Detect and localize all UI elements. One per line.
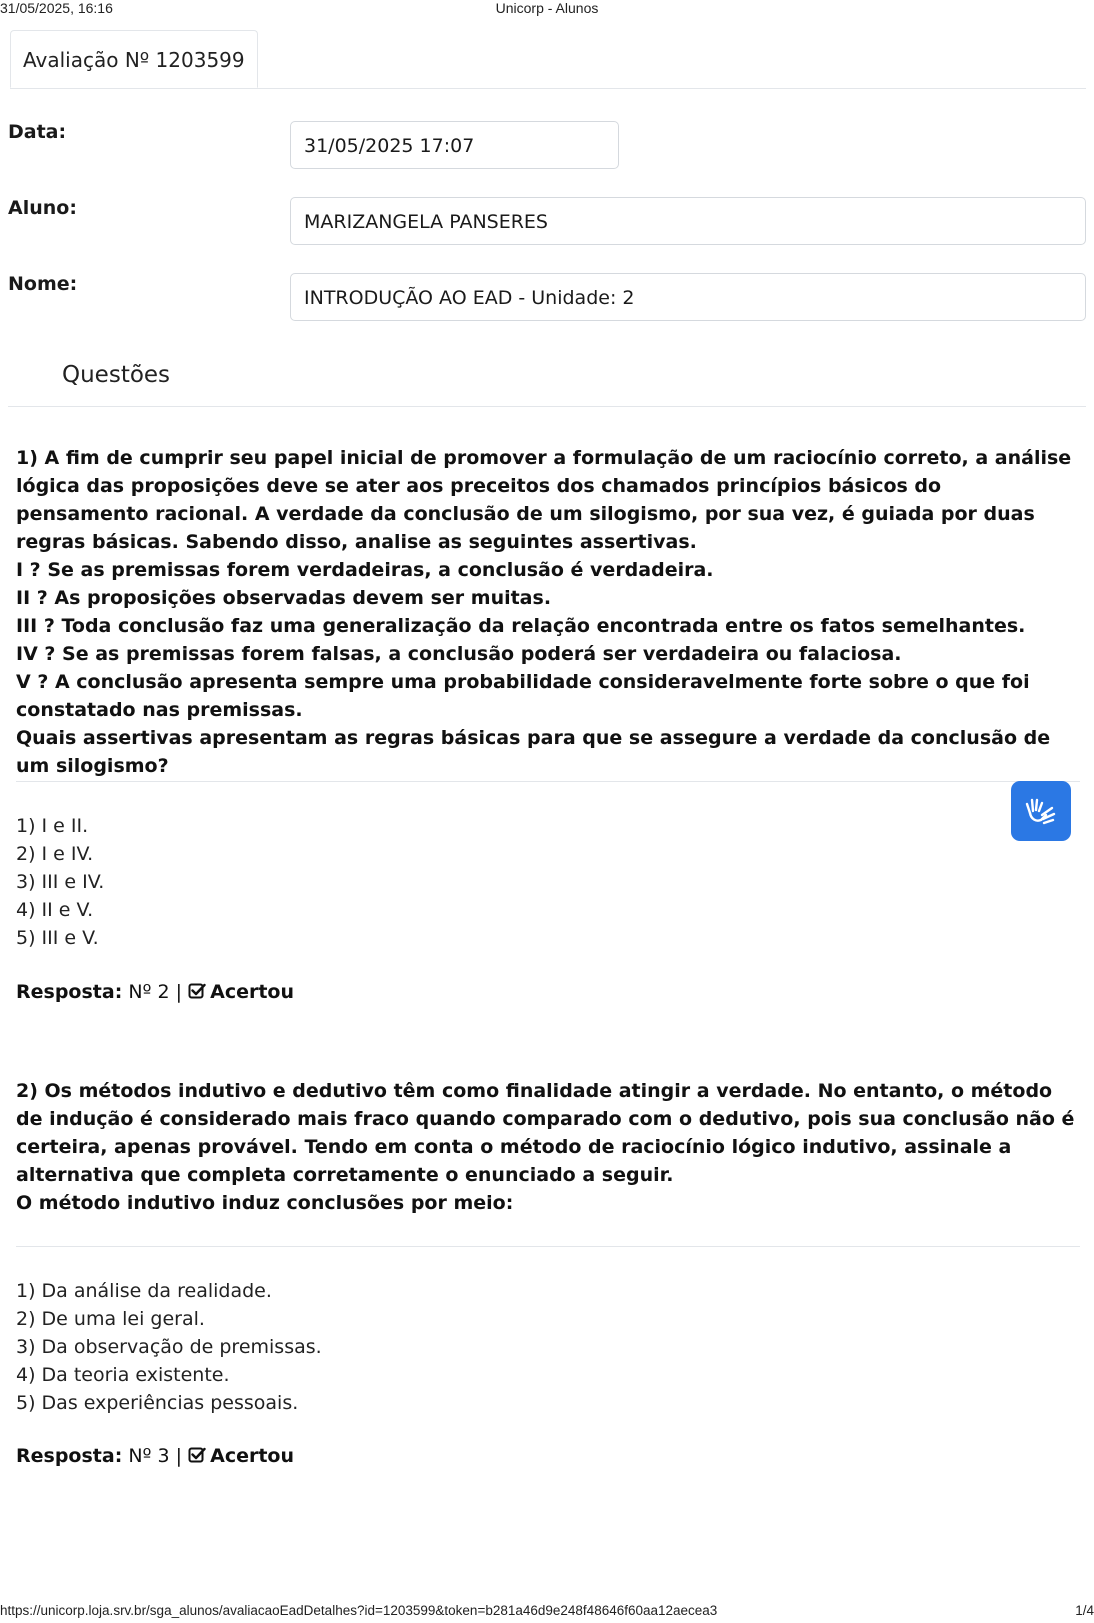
accessibility-button[interactable]: [1011, 781, 1071, 841]
data-field[interactable]: 31/05/2025 17:07: [290, 121, 619, 169]
page-number: 1/4: [1075, 1603, 1094, 1618]
answer-value: Nº 2 |: [128, 981, 183, 1003]
check-square-icon: [188, 982, 206, 1000]
print-header: [0, 0, 1094, 18]
question-2: [16, 1077, 1080, 1217]
question-1-answer: [16, 981, 294, 1003]
tab-bar: [10, 30, 1086, 89]
check-square-icon: [188, 1446, 206, 1464]
divider: [16, 781, 1080, 782]
field-label-nome: Nome:: [8, 273, 78, 295]
question-2-answer: [16, 1445, 294, 1467]
option-2: 2) I e IV.: [16, 843, 94, 865]
question-1: [16, 444, 1080, 780]
question-2-text: 2) Os métodos indutivo e dedutivo têm como finalidade atingir a verdade. No entanto, o método de indução é considerado mais fraco quando comparado com o dedutivo, pois sua conclusão não é certeira, apenas provável. Tendo em conta o método de raciocínio lógico indutivo, assinale a alternativa que completa corretamente o enunciado a seguir. O método indutivo induz conclusões por meio:: [16, 1080, 1075, 1214]
divider: [8, 406, 1086, 407]
question-2-options: [16, 1277, 916, 1417]
aluno-field[interactable]: MARIZANGELA PANSERES: [290, 197, 1086, 245]
divider: [16, 1246, 1080, 1247]
answer-result: Acertou: [210, 981, 295, 1003]
print-footer: [0, 1603, 1094, 1621]
print-header-title: Unicorp - Alunos: [495, 0, 599, 16]
option-3: 3) Da observação de premissas.: [16, 1336, 322, 1358]
option-5: 5) III e V.: [16, 927, 99, 949]
section-title-questoes: Questões: [62, 362, 171, 388]
nome-field[interactable]: INTRODUÇÃO AO EAD - Unidade: 2: [290, 273, 1086, 321]
answer-result: Acertou: [210, 1445, 295, 1467]
footer-url: https://unicorp.loja.srv.br/sga_alunos/avaliacaoEadDetalhes?id=1203599&token=b281a46d9e248f48646f60aa12aecea3: [0, 1603, 718, 1618]
answer-label: Resposta:: [16, 981, 123, 1003]
print-header-datetime: 31/05/2025, 16:16: [0, 0, 113, 16]
option-5: 5) Das experiências pessoais.: [16, 1392, 299, 1414]
option-1: 1) Da análise da realidade.: [16, 1280, 272, 1302]
option-1: 1) I e II.: [16, 815, 89, 837]
answer-label: Resposta:: [16, 1445, 123, 1467]
sign-language-icon: [1022, 792, 1060, 830]
answer-value: Nº 3 |: [128, 1445, 183, 1467]
option-4: 4) II e V.: [16, 899, 94, 921]
question-1-options: [16, 812, 916, 952]
question-1-text: 1) A fim de cumprir seu papel inicial de promover a formulação de um raciocínio correto, a análise lógica das proposições deve se ater aos preceitos dos chamados princípios básicos do pensamento racional. A verdade da conclusão de um silogismo, por sua vez, é guiada por duas regras básicas. Sabendo disso, analise as seguintes assertivas. I ? Se as premissas forem verdadeiras, a conclusão é verdadeira. II ? As proposições observadas devem ser muitas. III ? Toda conclusão faz uma generalização da relação encontrada entre os fatos semelhantes. IV ? Se as premissas forem falsas, a conclusão poderá ser verdadeira ou falaciosa. V ? A conclusão apresenta sempre uma probabilidade consideravelmente forte sobre o que foi constatado nas premissas. Quais assertivas apresentam as regras básicas para que se assegure a verdade da conclusão de um silogismo?: [16, 447, 1072, 777]
tab-avaliacao[interactable]: Avaliação Nº 1203599: [10, 30, 258, 88]
field-label-aluno: Aluno:: [8, 197, 77, 219]
option-2: 2) De uma lei geral.: [16, 1308, 205, 1330]
option-4: 4) Da teoria existente.: [16, 1364, 230, 1386]
option-3: 3) III e IV.: [16, 871, 105, 893]
field-label-data: Data:: [8, 121, 67, 143]
